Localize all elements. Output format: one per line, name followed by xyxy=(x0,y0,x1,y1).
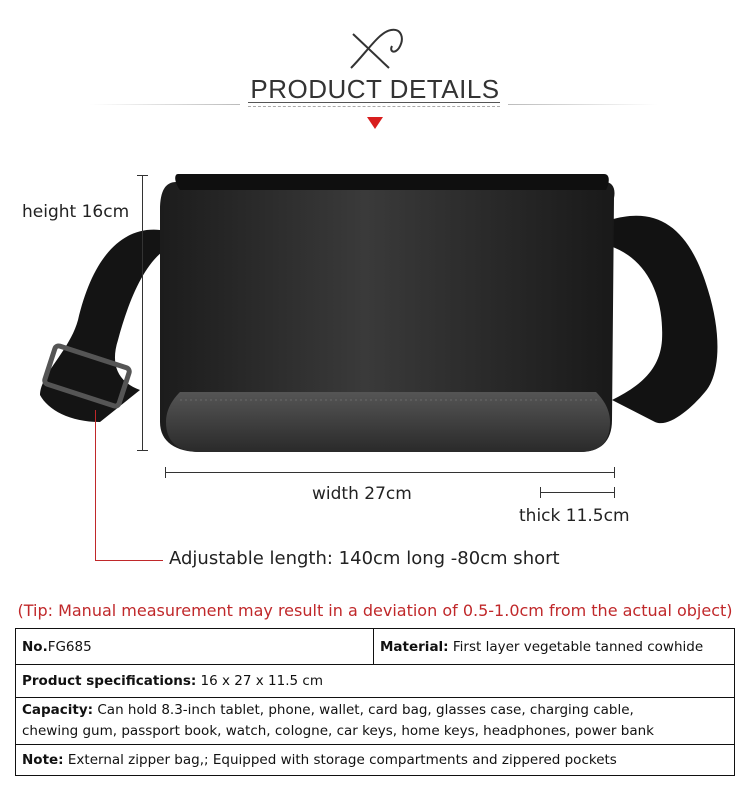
note-value: External zipper bag,; Equipped with storage compartments and zippered pockets xyxy=(63,752,617,768)
model-label: No. xyxy=(22,638,48,655)
specifications-cell xyxy=(16,665,735,698)
material-cell xyxy=(374,629,735,665)
strap-length-label: Adjustable length: 140cm long -80cm short xyxy=(169,548,560,569)
right-strap xyxy=(610,216,717,423)
note-cell xyxy=(16,745,735,776)
bag-bottom-panel xyxy=(166,392,610,452)
width-line xyxy=(165,472,615,473)
measurement-tip: (Tip: Manual measurement may result in a deviation of 0.5-1.0cm from the actual object) xyxy=(17,601,733,620)
model-cell xyxy=(16,629,374,665)
note-label: Note: xyxy=(22,752,64,768)
spec-row xyxy=(16,698,735,745)
thick-tick-right xyxy=(614,487,615,498)
width-tick-left xyxy=(165,467,166,478)
capacity-value-line1: Can hold 8.3-inch tablet, phone, wallet, card bag, glasses case, charging cable, xyxy=(93,702,634,718)
bag-flap xyxy=(175,174,609,190)
page-title: PRODUCT DETAILS xyxy=(250,74,500,104)
strap-callout-vertical xyxy=(95,410,96,560)
spec-row xyxy=(16,745,735,776)
capacity-value-line2: chewing gum, passport book, watch, cologne, car keys, home keys, headphones, power bank xyxy=(22,723,654,739)
specifications-label: Product specifications: xyxy=(22,673,197,689)
model-value: FG685 xyxy=(47,638,92,655)
spec-row xyxy=(16,665,735,698)
height-tick-bottom xyxy=(137,450,148,451)
strap-callout-horizontal xyxy=(95,560,163,561)
capacity-label: Capacity: xyxy=(22,702,94,718)
height-tick-top xyxy=(137,175,148,176)
title-underline xyxy=(248,102,500,103)
height-line xyxy=(142,175,143,450)
thick-tick-left xyxy=(540,487,541,498)
spec-table xyxy=(15,628,735,776)
material-label: Material: xyxy=(380,638,449,655)
specifications-value: 16 x 27 x 11.5 cm xyxy=(196,673,323,689)
width-tick-right xyxy=(614,467,615,478)
left-strap xyxy=(40,230,162,422)
down-arrow-icon xyxy=(366,116,384,130)
capacity-cell xyxy=(16,698,735,745)
title-underline-dashed xyxy=(248,106,500,107)
thick-label: thick 11.5cm xyxy=(519,506,630,526)
spec-row xyxy=(16,629,735,665)
width-label: width 27cm xyxy=(312,484,412,504)
material-value: First layer vegetable tanned cowhide xyxy=(448,638,704,655)
needle-thread-icon xyxy=(345,22,409,72)
thick-line xyxy=(540,492,615,493)
height-label: height 16cm xyxy=(22,202,130,222)
